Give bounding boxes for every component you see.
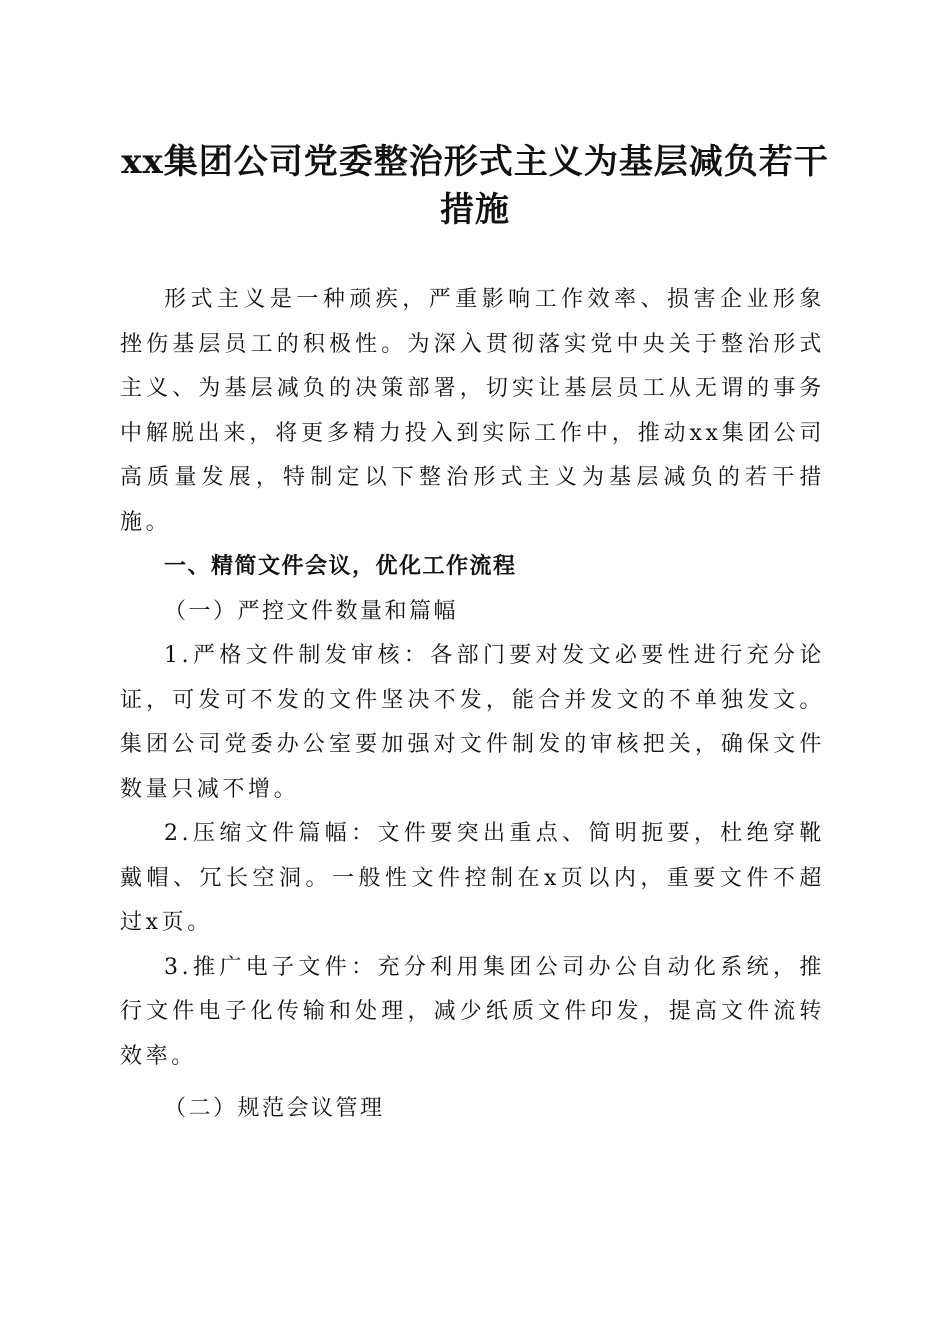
list-item-1: 1.严格文件制发审核：各部门要对发文必要性进行充分论证，可发可不发的文件坚决不发，能合并发文的不单独发文。集团公司党委办公室要加强对文件制发的审核把关，确保文件数量只减不增。 xyxy=(120,643,825,802)
list-item-3: 3.推广电子文件：充分利用集团公司办公自动化系统，推行文件电子化传输和处理，减少纸质文件印发，提高文件流转效率。 xyxy=(120,954,825,1069)
subsection-heading-1: （一）严控文件数量和篇幅 xyxy=(164,598,459,624)
document-body xyxy=(120,278,825,1132)
subsection-heading-2: （二）规范会议管理 xyxy=(164,1096,385,1121)
intro-paragraph: 形式主义是一种顽疾，严重影响工作效率、损害企业形象挫伤基层员工的积极性。为深入贯彻落实党中央关于整治形式主义、为基层减负的决策部署，切实让基层员工从无谓的事务中解脱出来，将更多精力投入到实际工作中，推动xx集团公司高质量发展，特制定以下整治形式主义为基层减负的若干措施。 xyxy=(120,287,825,535)
list-item-2: 2.压缩文件篇幅：文件要突出重点、简明扼要，杜绝穿靴戴帽、冗长空洞。一般性文件控制在x页以内，重要文件不超过x页。 xyxy=(120,821,825,935)
document-title: xx集团公司党委整治形式主义为基层减负若干措施 xyxy=(121,142,829,230)
section-heading-1: 一、精简文件会议，优化工作流程 xyxy=(164,554,517,579)
